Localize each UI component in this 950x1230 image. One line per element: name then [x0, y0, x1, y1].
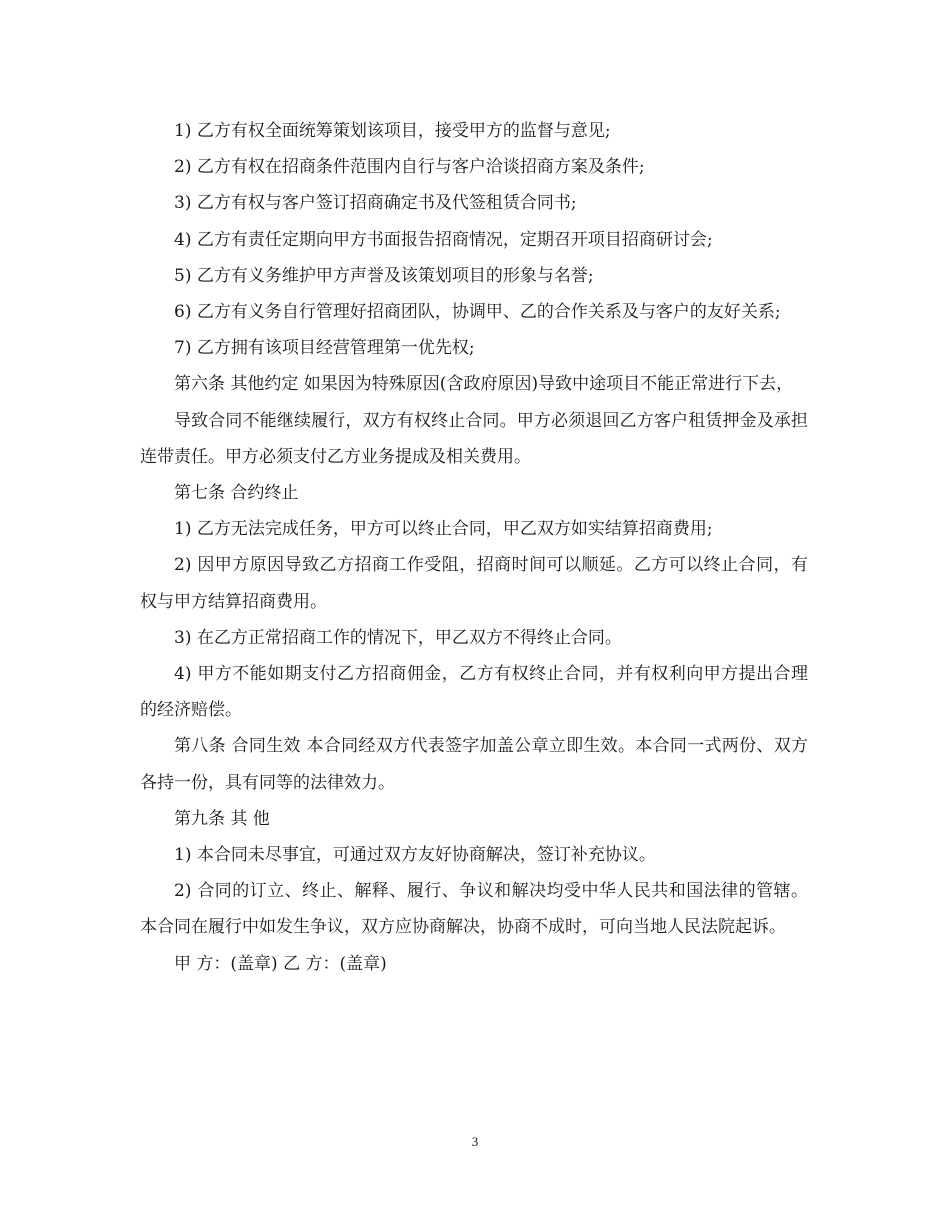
- clause-item: 6) 乙方有义务自行管理好招商团队，协调甲、乙的合作关系及与客户的友好关系;: [174, 302, 781, 323]
- clause-item: 7) 乙方拥有该项目经营管理第一优先权;: [174, 338, 475, 359]
- clause-item: 1) 本合同未尽事宜，可通过双方友好协商解决，签订补充协议。: [174, 845, 656, 866]
- signature-line: 甲 方：(盖章) 乙 方：(盖章): [174, 953, 387, 974]
- article-seven-heading: 第七条 合约终止: [174, 483, 299, 504]
- article-eight: 第八条 合同生效 本合同经双方代表签字加盖公章立即生效。本合同一式两份、双方各持一份，具有同等的法律效力。: [140, 736, 808, 793]
- clause-item: 2) 乙方有权在招商条件范围内自行与客户洽谈招商方案及条件;: [174, 157, 645, 178]
- clause-item: 3) 在乙方正常招商工作的情况下，甲乙双方不得终止合同。: [174, 627, 622, 648]
- article-nine-heading: 第九条 其 他: [174, 808, 270, 829]
- article-six-continued: 导致合同不能继续履行，双方有权终止合同。甲方必须退回乙方客户租赁押金及承担连带责任。甲方必须支付乙方业务提成及相关费用。: [140, 410, 808, 467]
- document-body: [140, 113, 808, 982]
- clause-item: 4) 甲方不能如期支付乙方招商佣金，乙方有权终止合同，并有权利向甲方提出合理的经济赔偿。: [140, 664, 808, 721]
- clause-item: 2) 合同的订立、终止、解释、履行、争议和解决均受中华人民共和国法律的管辖。本合同在履行中如发生争议，双方应协商解决，协商不成时，可向当地人民法院起诉。: [140, 881, 808, 938]
- clause-item: 1) 乙方无法完成任务，甲方可以终止合同，甲乙双方如实结算招商费用;: [174, 519, 713, 540]
- clause-item: 2) 因甲方原因导致乙方招商工作受阻，招商时间可以顺延。乙方可以终止合同，有权与甲方结算招商费用。: [140, 555, 808, 612]
- article-six: 第六条 其他约定 如果因为特殊原因(含政府原因)导致中途项目不能正常进行下去，: [174, 374, 794, 395]
- clause-item: 4) 乙方有责任定期向甲方书面报告招商情况，定期召开项目招商研讨会;: [174, 229, 713, 250]
- clause-item: 5) 乙方有义务维护甲方声誉及该策划项目的形象与名誉;: [174, 265, 594, 286]
- clause-item: 1) 乙方有权全面统筹策划该项目，接受甲方的监督与意见;: [174, 121, 611, 141]
- clause-item: 3) 乙方有权与客户签订招商确定书及代签租赁合同书;: [174, 193, 577, 214]
- page-number: 3: [471, 1134, 479, 1149]
